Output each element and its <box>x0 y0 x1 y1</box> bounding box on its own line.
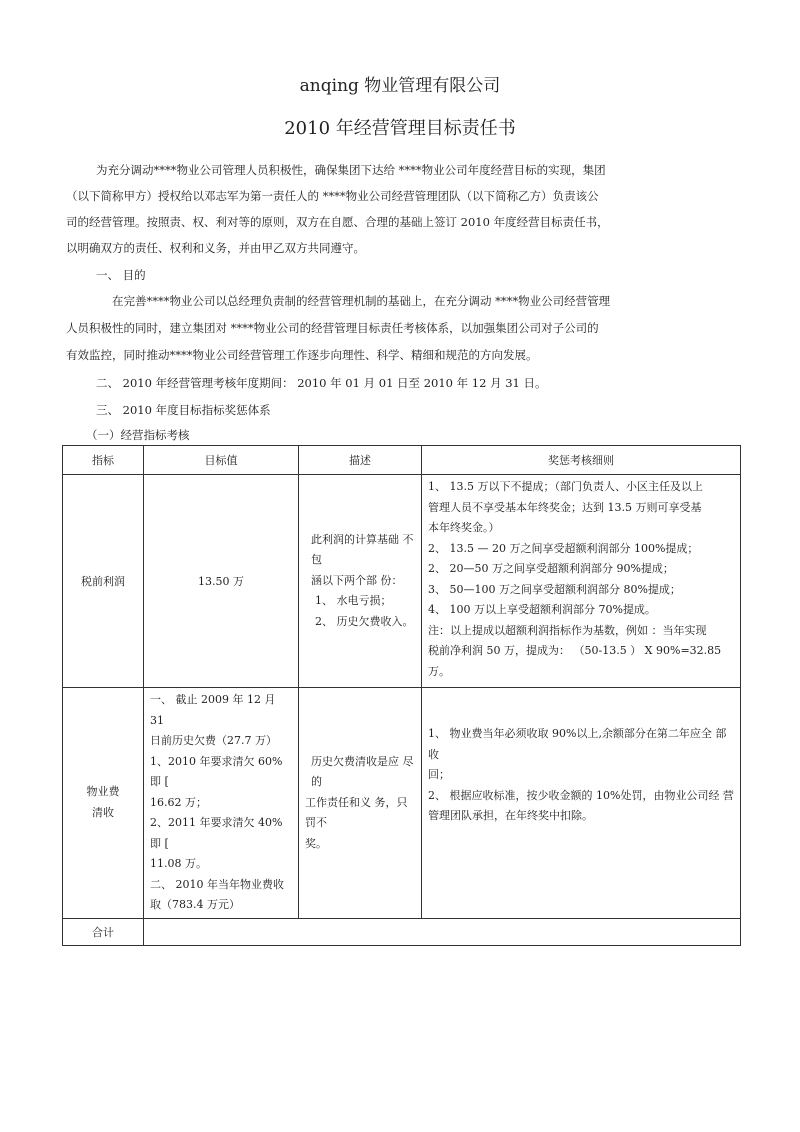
row1-rule-line: 3、 50—100 万之间享受超额利润部分 80%提成； <box>428 582 681 596</box>
row2-rule-line: 2、 根据应收标准，按少收金额的 10%处罚，由物业公司经 营 <box>428 788 734 802</box>
section-3: 三、 2010 年度目标指标奖惩体系 <box>96 403 271 417</box>
section-1-line-3: 有效监控，同时推动****物业公司经营管理工作逐步向理性、科学、精细和规范的方向发展。 <box>66 348 538 362</box>
row2-target-line: 2、2011 年要求清欠 40%即 [ <box>150 816 283 850</box>
row1-rule-line: 本年终奖金。） <box>428 521 500 534</box>
row1-rule-line: 4、 100 万以上享受超额利润部分 70%提成。 <box>428 603 656 616</box>
row1-rule-line: 1、 13.5 万以下不提成；（部门负责人、小区主任及以上 <box>428 480 703 493</box>
row1-desc-line: 涵以下两个部 份： <box>311 573 403 587</box>
subsection-1: （一）经营指标考核 <box>86 428 190 442</box>
section-1-line-2: 人员积极性的同时，建立集团对 ****物业公司的经营管理目标责任考核体系，以加强集团公司对子公司的 <box>66 321 599 335</box>
header-rules: 奖惩考核细则 <box>422 446 741 475</box>
table-row <box>63 475 741 688</box>
row1-desc-line: 2、 历史欠费收入。 <box>315 614 414 628</box>
row1-indicator: 税前利润 <box>63 475 144 688</box>
section-1-heading: 一、 目的 <box>96 268 146 282</box>
row1-desc-line: 此利润的计算基础 不包 <box>311 532 414 567</box>
section-2: 二、 2010 年经营管理考核年度期间： 2010 年 01 月 01 日至 2010 年 12 月 31 日。 <box>96 376 547 390</box>
row2-rule-line: 回； <box>428 768 450 781</box>
row2-rule-line: 管理团队承担，在年终奖中扣除。 <box>428 809 593 822</box>
row2-desc-line: 历史欠费清收是应 尽的 <box>311 754 414 788</box>
row1-rule-line: 万。 <box>428 664 450 678</box>
row2-target-line: 二、 2010 年当年物业费收 <box>150 877 284 891</box>
row1-target: 13.50 万 <box>144 475 299 688</box>
header-target: 目标值 <box>144 446 299 475</box>
row1-rule-line: 管理人员不享受基本年终奖金；达到 13.5 万则可享受基 <box>428 500 702 514</box>
row1-rule-line: 注：以上提成以超额利润指标作为基数，例如 ：当年实现 <box>428 623 707 637</box>
table-row <box>63 688 741 919</box>
total-label: 合计 <box>63 918 144 945</box>
row2-target-line: 16.62 万； <box>150 795 207 809</box>
assessment-table <box>62 445 741 946</box>
table-total-row <box>63 918 741 945</box>
company-name: anqing 物业管理有限公司 <box>299 76 501 96</box>
header-description: 描述 <box>299 446 422 475</box>
row1-rule-line: 2、 13.5 — 20 万之间享受超额利润部分 100%提成； <box>428 541 699 555</box>
total-value <box>144 918 741 945</box>
document-title: 2010 年经营管理目标责任书 <box>284 118 516 139</box>
row1-rule-line: 税前净利润 50 万，提成为： （50-13.5 ） X 90%=32.85 <box>428 644 722 657</box>
section-1-line-1: 在完善****物业公司以总经理负责制的经营管理机制的基础上，在充分调动 ****物业公司经营管理 <box>112 294 611 308</box>
header-indicator: 指标 <box>63 446 144 475</box>
row2-desc-line: 工作责任和义 务，只罚不 <box>305 795 408 829</box>
row2-indicator-line: 清收 <box>92 805 114 819</box>
row2-indicator-line: 物业费 <box>86 785 120 799</box>
row2-target <box>144 688 299 919</box>
row2-rules <box>422 688 741 919</box>
row2-rule-line: 1、 物业费当年必须收取 90%以上,余额部分在第二年应全 部收 <box>428 727 727 761</box>
row2-target-line: 一、 截止 2009 年 12 月 31 <box>150 693 276 727</box>
row1-desc-line: 1、 水电亏损； <box>315 594 392 608</box>
table-header-row <box>63 446 741 475</box>
intro-line-3: 司的经营管理。按照责、权、利对等的原则，双方在自愿、合理的基础上签订 2010 年度经营目标责任书， <box>66 215 609 229</box>
row1-description <box>299 475 422 688</box>
intro-line-1: 为充分调动****物业公司管理人员积极性，确保集团下达给 ****物业公司年度经营目标的实现，集团 <box>96 163 606 177</box>
intro-line-4: 以明确双方的责任、权利和义务，并由甲乙双方共同遵守。 <box>66 241 365 255</box>
row1-rules <box>422 475 741 688</box>
row2-target-line: 11.08 万。 <box>150 857 207 870</box>
row2-target-line: 取（783.4 万元） <box>150 898 240 911</box>
row2-description <box>299 688 422 919</box>
row2-target-line: 日前历史欠费（27.7 万） <box>150 734 277 747</box>
row2-target-line: 1、2010 年要求清欠 60%即 [ <box>150 754 283 788</box>
row2-desc-line: 奖。 <box>305 836 327 850</box>
row1-rule-line: 2、 20—50 万之间享受超额利润部分 90%提成； <box>428 562 674 575</box>
row2-indicator <box>63 688 144 919</box>
intro-line-2: （以下简称甲方）授权给以邓志军为第一责任人的 ****物业公司经营管理团队（以下简称乙方）负责该公 <box>66 189 599 203</box>
